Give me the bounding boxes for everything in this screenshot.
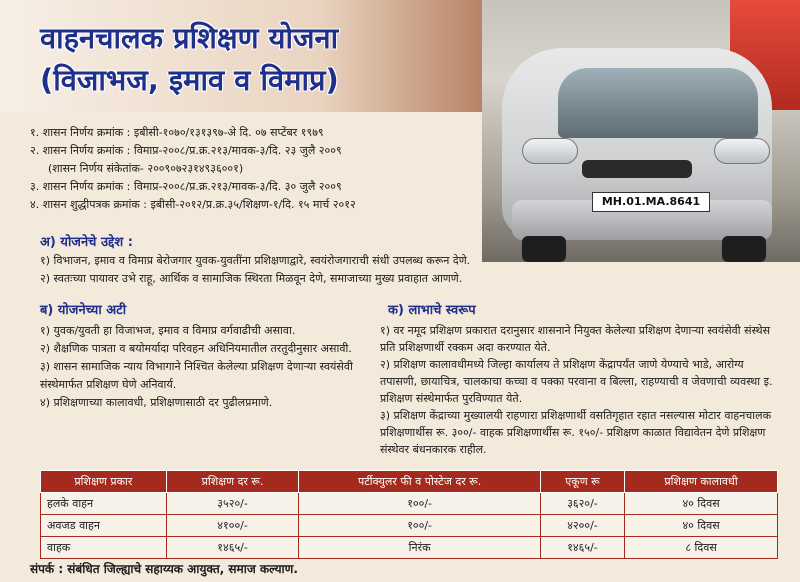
car-windshield xyxy=(558,68,758,138)
table-cell: १४६५/- xyxy=(166,537,299,559)
table-cell: अवजड वाहन xyxy=(41,515,167,537)
section-a-heading: अ) योजनेचे उद्देश : xyxy=(40,235,133,250)
table-header: एकूण रू xyxy=(540,471,624,493)
table-header: प्रशिक्षण प्रकार xyxy=(41,471,167,493)
gr-line: २. शासन निर्णय क्रमांक : विमाप्र-२००८/प्र.क्र.२१३/मावक-३/दि. २३ जुलै २००९ xyxy=(30,144,342,157)
table-header: पर्टीक्युलर फी व पोस्टेज दर रू. xyxy=(299,471,540,493)
table-cell: १००/- xyxy=(299,493,540,515)
table-cell: निरंक xyxy=(299,537,540,559)
table-header: प्रशिक्षण दर रू. xyxy=(166,471,299,493)
table-cell: ३६२०/- xyxy=(540,493,624,515)
fee-table xyxy=(40,470,778,559)
government-resolution-list xyxy=(30,124,500,214)
table-cell: ३५२०/- xyxy=(166,493,299,515)
table-header: प्रशिक्षण कालावधी xyxy=(625,471,778,493)
list-item: ३) शासन सामाजिक न्याय विभागाने निश्चित केलेल्या प्रशिक्षण देणाऱ्या स्वयंसेवी संस्थेमार्फत प्रशिक्षण घेणे अनिवार्य. xyxy=(40,360,353,391)
section-c-heading: क) लाभाचे स्वरूप xyxy=(388,303,476,318)
table-cell: वाहक xyxy=(41,537,167,559)
table-cell: ८ दिवस xyxy=(625,537,778,559)
car-headlamp-right xyxy=(714,138,770,164)
list-item: २) प्रशिक्षण कालावधीमध्ये जिल्हा कार्यालय ते प्रशिक्षण केंद्रापर्यंत जाणे येण्याचे भाडे, आरोग्य तपासणी, छायाचित्र, चालकाचा कच्चा व पक्का परवाना व बिल्ला, राहण्याची व जेवणाची व्यवस्था इ. प्रशिक्षण संस्थेमार्फत पुरविण्यात येते. xyxy=(380,358,773,405)
table-header-row xyxy=(41,471,778,493)
gr-line: १. शासन निर्णय क्रमांक : इबीसी-१०७०/१३१३९७-अे दि. ०७ सप्टेंबर १९७९ xyxy=(30,126,324,139)
table-row xyxy=(41,537,778,559)
section-c-list xyxy=(380,322,784,458)
gr-line: (शासन निर्णय संकेतांक- २००९०७२३१४९३६००१) xyxy=(48,162,244,175)
contact-line: संपर्क : संबंधित जिल्ह्याचे सहाय्यक आयुक्त, समाज कल्याण. xyxy=(30,562,298,576)
table-cell: ४० दिवस xyxy=(625,515,778,537)
license-plate: MH.01.MA.8641 xyxy=(592,192,710,212)
table-cell: ४१००/- xyxy=(166,515,299,537)
table-cell: १००/- xyxy=(299,515,540,537)
list-item: ३) प्रशिक्षण केंद्राच्या मुख्यालयी राहणारा प्रशिक्षणार्थी वसतिगृहात रहात नसल्यास मोटार वाहनचालक प्रशिक्षणार्थीस रू. ३००/- वाहक प्रशिक्षणार्थीस रू. १५०/- प्रशिक्षण काळात विद्यावेतन देणे प्रशिक्षण संस्थेवर बंधनकारक राहील. xyxy=(380,409,772,456)
list-item: ४) प्रशिक्षणाच्या कालावधी, प्रशिक्षणासाठी दर पुढीलप्रमाणे. xyxy=(40,396,273,409)
section-b-list xyxy=(40,322,376,412)
table-cell: ४२००/- xyxy=(540,515,624,537)
list-item: १) युवक/युवती हा विजाभज, इमाव व विमाप्र वर्गवाढीची असावा. xyxy=(40,324,296,337)
list-item: २) स्वतःच्या पायावर उभे राहू, आर्थिक व सामाजिक स्थिरता मिळवून देणे, समाजाच्या मुख्य प्रवाहात आणणे. xyxy=(40,272,463,285)
list-item: २) शैक्षणिक पात्रता व बयोमर्यादा परिवहन अधिनियमातील तरतुदीनुसार असावी. xyxy=(40,342,352,355)
table-cell: १४६५/- xyxy=(540,537,624,559)
car-grille xyxy=(582,160,692,178)
car-photo xyxy=(482,0,800,262)
table-cell: ४० दिवस xyxy=(625,493,778,515)
table-cell: हलके वाहन xyxy=(41,493,167,515)
page-subtitle: (विजाभज, इमाव व विमाप्र) xyxy=(40,63,339,97)
list-item: १) वर नमूद प्रशिक्षण प्रकारात दरानुसार शासनाने नियुक्त केलेल्या प्रशिक्षण देणाऱ्या स्वयंसेवी संस्थेस प्रति प्रशिक्षणार्थी रक्कम अदा करण्यात येते. xyxy=(380,324,771,354)
gr-line: ३. शासन निर्णय क्रमांक : विमाप्र-२००८/प्र.क्र.२१३/मावक-३/दि. ३० जुलै २००९ xyxy=(30,180,342,193)
gr-line: ४. शासन शुद्धीपत्रक क्रमांक : इबीसी-२०१२/प्र.क्र.३५/शिक्षण-१/दि. १५ मार्च २०१२ xyxy=(30,198,356,211)
section-a-list xyxy=(40,252,780,288)
page-title: वाहनचालक प्रशिक्षण योजना xyxy=(40,21,339,55)
section-b-heading: ब) योजनेच्या अटी xyxy=(40,303,127,318)
list-item: १) विभाजन, इमाव व विमाप्र बेरोजगार युवक-युवतींना प्रशिक्षणाद्वारे, स्वयंरोजगाराची संधी उपलब्ध करून देणे. xyxy=(40,254,471,267)
table-row xyxy=(41,515,778,537)
table-row xyxy=(41,493,778,515)
car-headlamp-left xyxy=(522,138,578,164)
